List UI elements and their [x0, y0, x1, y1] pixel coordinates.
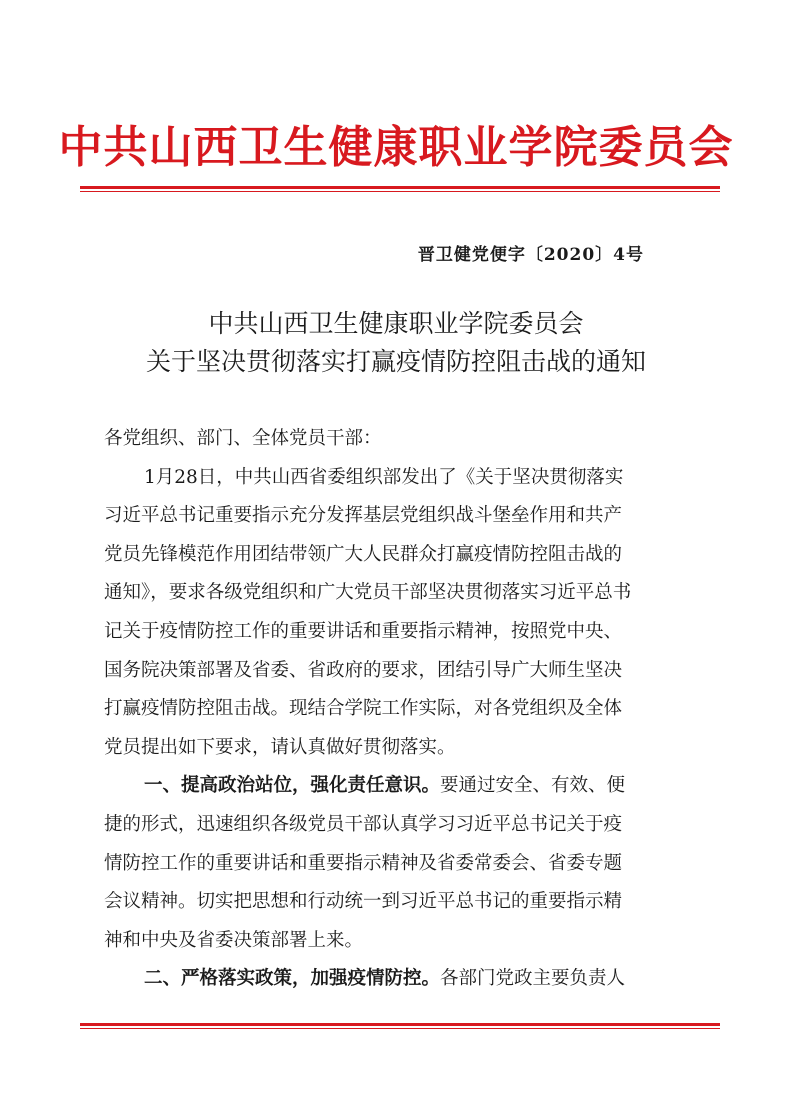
section2-first-line-rest: 各部门党政主要负责人 [440, 968, 626, 990]
notice-body [104, 420, 688, 999]
org-header-title: 中共山西卫生健康职业学院委员会 [58, 122, 734, 173]
document-number: 晋卫健党便字〔2020〕4号 [417, 245, 644, 265]
section1-line: 神和中央及省委决策部署上来。 [104, 929, 364, 951]
section1-line: 捷的形式，迅速组织各级党员干部认真学习习近平总书记关于疫 [104, 813, 623, 835]
footer-red-rule-thick [80, 1023, 720, 1026]
para1-line: 党员提出如下要求，请认真做好贯彻落实。 [104, 736, 456, 758]
para1-line: 国务院决策部署及省委、省政府的要求，团结引导广大师生坚决 [104, 659, 623, 681]
para1-line: 记关于疫情防控工作的重要讲话和重要指示精神，按照党中央、 [104, 620, 623, 642]
header-red-rule-thick [80, 186, 720, 189]
section2-heading: 二、严格落实政策，加强疫情防控。 [144, 968, 441, 990]
section1-heading: 一、提高政治站位，强化责任意识。 [144, 775, 441, 797]
para1-line: 习近平总书记重要指示充分发挥基层党组织战斗堡垒作用和共产 [104, 505, 623, 527]
para1-line: 通知》，要求各级党组织和广大党员干部坚决贯彻落实习近平总书 [104, 582, 632, 604]
para1-line: 1月28日，中共山西省委组织部发出了《关于坚决贯彻落实 [144, 466, 624, 488]
salutation: 各党组织、部门、全体党员干部： [104, 428, 382, 449]
section1-first-line-rest: 要通过安全、有效、便 [440, 775, 626, 797]
para1-line: 打赢疫情防控阻击战。现结合学院工作实际，对各党组织及全体 [104, 698, 623, 720]
footer-red-rule-thin [80, 1028, 720, 1029]
section1-line: 情防控工作的重要讲话和重要指示精神及省委常委会、省委专题 [104, 852, 623, 874]
notice-title-line1: 中共山西卫生健康职业学院委员会 [208, 309, 584, 338]
section1-first-line [104, 767, 688, 806]
header-red-rule-thin [80, 191, 720, 192]
section2-first-line [104, 960, 688, 999]
section1-line: 会议精神。切实把思想和行动统一到习近平总书记的重要指示精 [104, 891, 623, 913]
notice-title-line2: 关于坚决贯彻落实打赢疫情防控阻击战的通知 [145, 347, 646, 376]
para1-line: 党员先锋模范作用团结带领广大人民群众打赢疫情防控阻击战的 [104, 543, 623, 565]
